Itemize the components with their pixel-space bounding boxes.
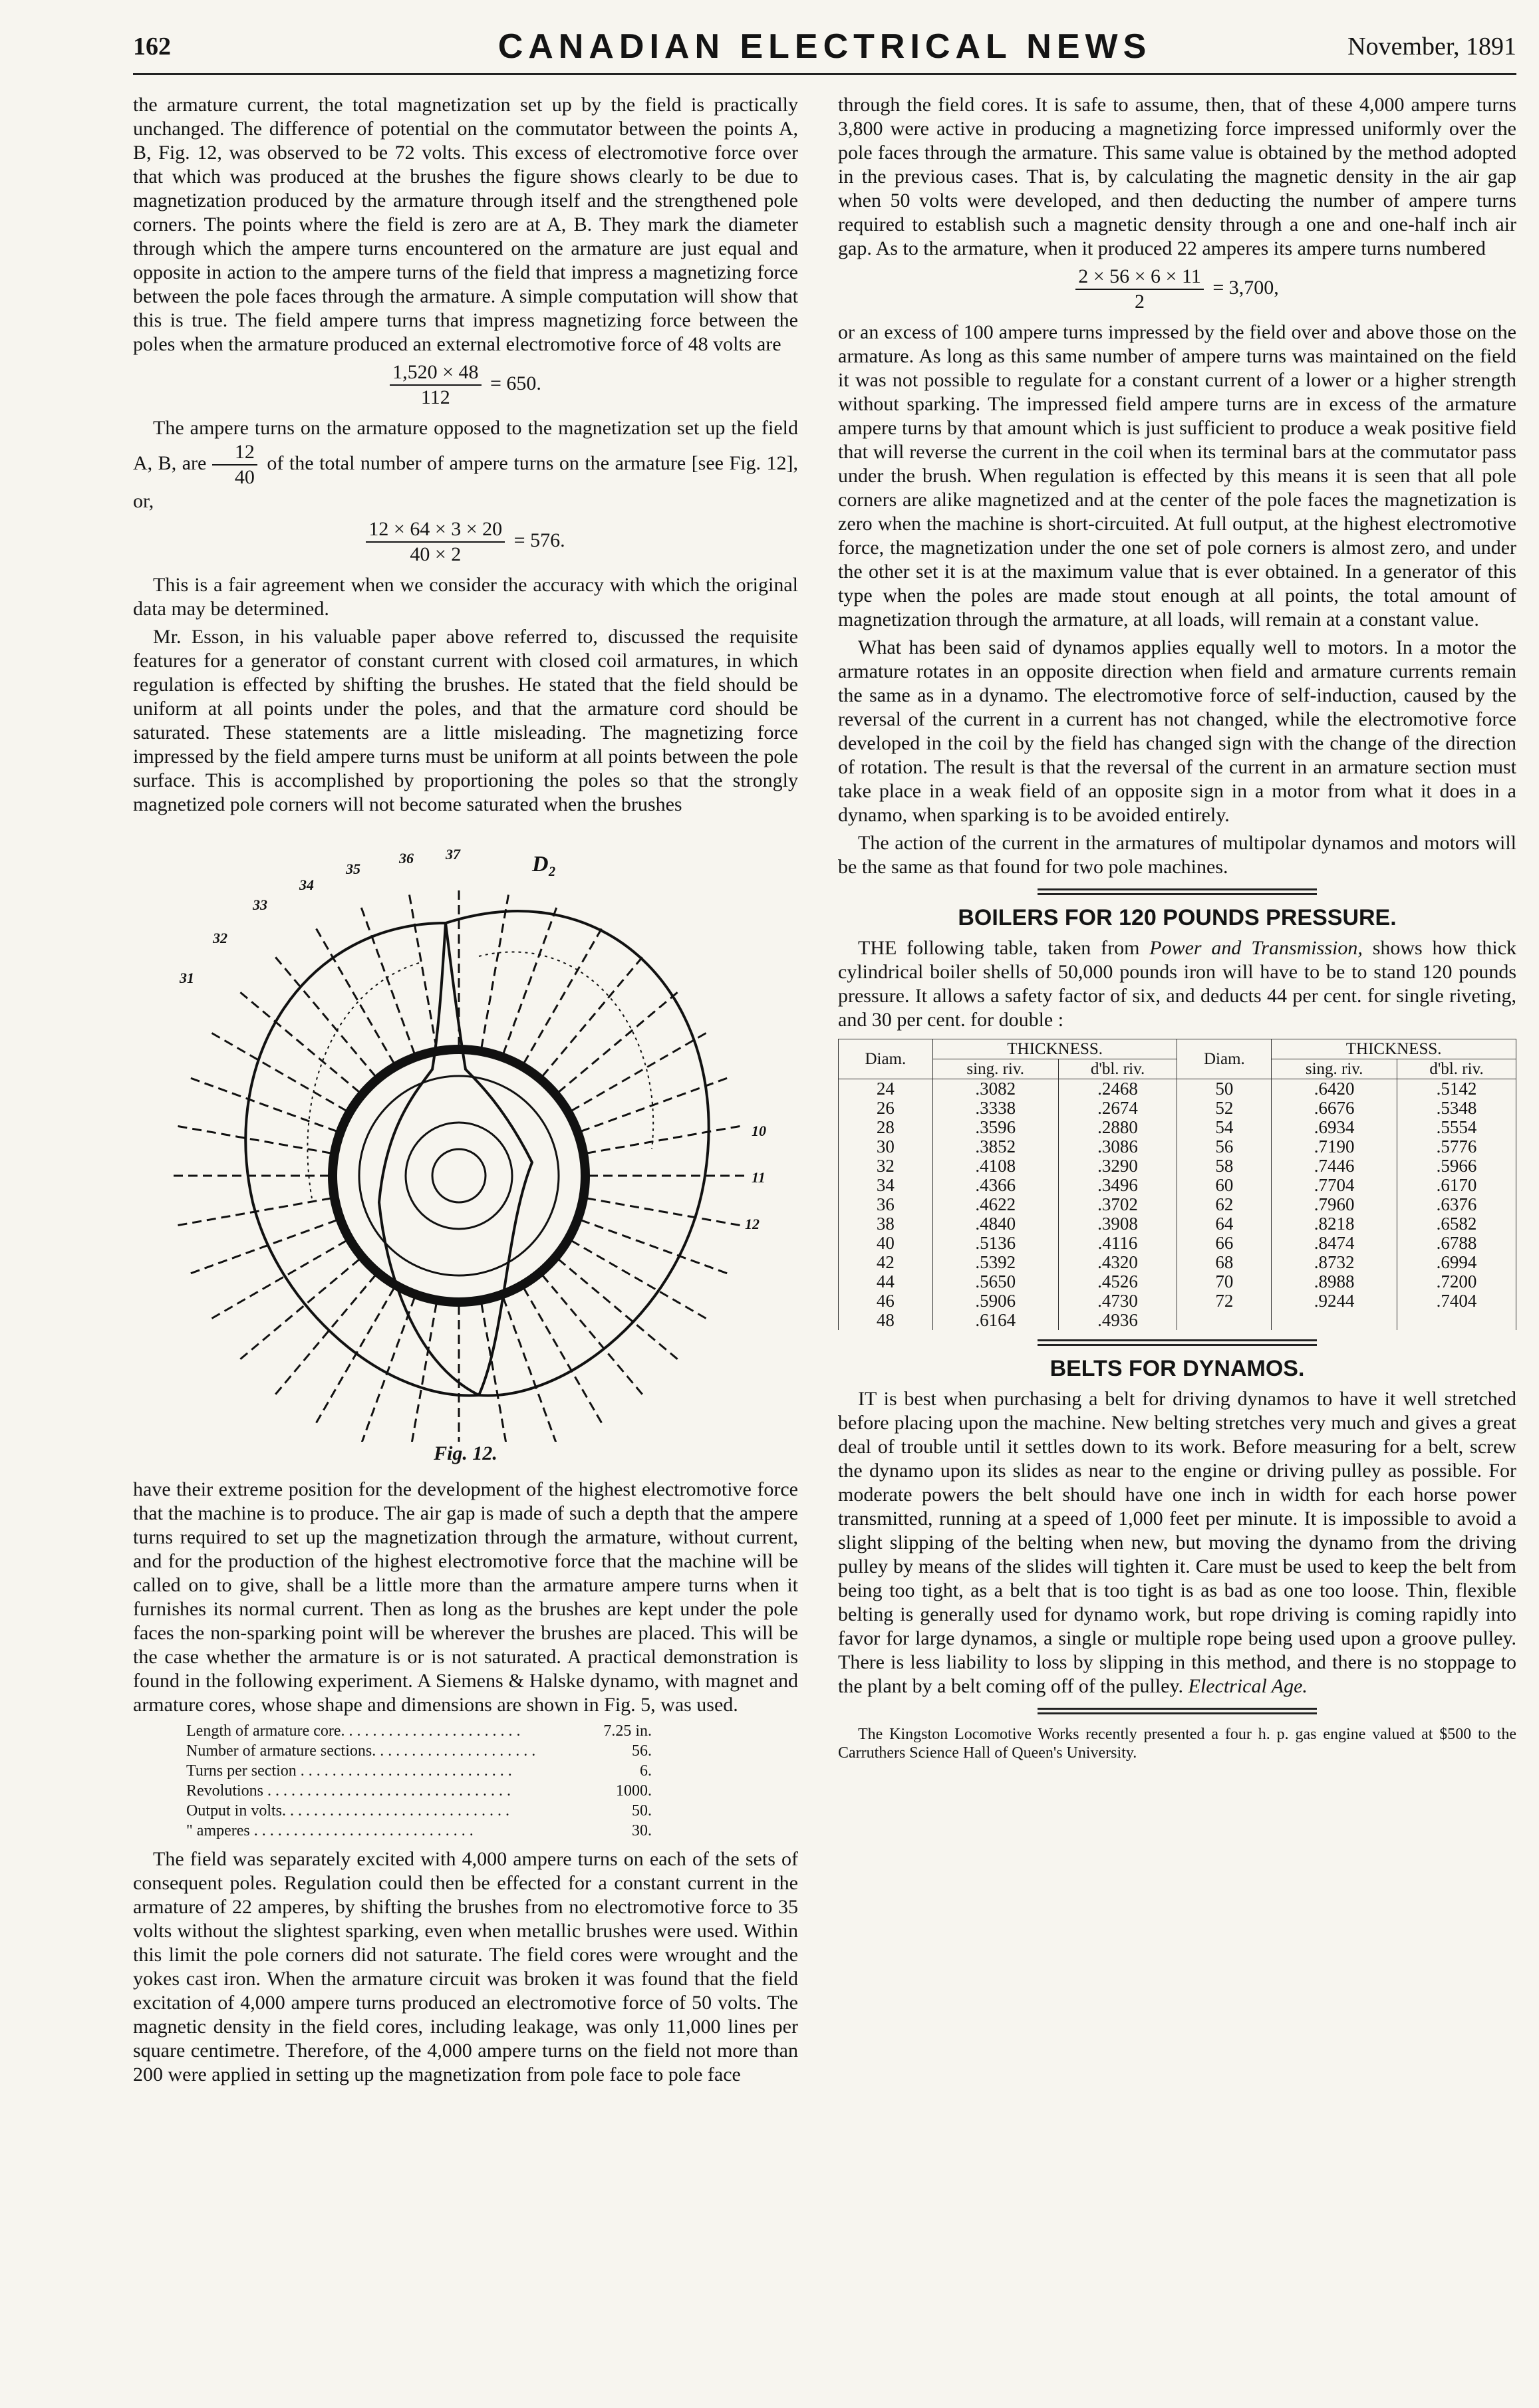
table-cell: 66 <box>1177 1234 1272 1253</box>
table-row <box>839 1272 1516 1291</box>
paragraph: The field was separately excited with 4,000 ampere turns on each of the sets of consequent poles. Regulation could then be effected for a constant current in the armature of 22 amperes, by shifting the brushes from no electromotive force to 35 volts without the slightest sparking, even when metallic brushes were used. Within this limit the pole corners did not saturate. The field cores were wrought and the yokes cast iron. When the armature circuit was broken it was found that the field excitation of 4,000 ampere turns produced an electromotive force of 50 volts. The magnetic density in the field cores, including leakage, was only 11,000 lines per square centimetre. Therefore, of the 4,000 ampere turns on the field not more than 200 were applied in setting up the magnetization from pole face to pole face <box>133 1848 798 2085</box>
paragraph: What has been said of dynamos applies equally well to motors. In a motor the armature rotates in an opposite direction when field and armature currents remain the same as in a dynamo. The electromotive force of self-induction, caused by the reversal of the current in a current has not changed, while the electromotive force developed in the coil by the field has changed sign with the change of the direction of rotation. The result is that the reversal of the current in an armature section must take place in a weak field of an opposite sign in a motor from what it does in a dynamo, when sparking is to be avoided entirely. <box>838 636 1516 826</box>
table-cell: .3596 <box>932 1118 1058 1137</box>
table-row <box>839 1214 1516 1234</box>
table-cell: .2468 <box>1058 1079 1177 1099</box>
spec-value: 50. <box>632 1802 652 1819</box>
table-row <box>839 1176 1516 1195</box>
formula-numerator: 12 × 64 × 3 × 20 <box>366 517 505 543</box>
source-title: Electrical Age. <box>1188 1675 1308 1697</box>
boiler-thickness-table <box>838 1039 1516 1330</box>
table-cell: .6994 <box>1397 1253 1516 1272</box>
right-column <box>838 93 1516 1766</box>
header-dbl-riv: d'bl. riv. <box>1058 1059 1177 1079</box>
paragraph <box>133 416 798 513</box>
flux-line <box>482 894 509 1048</box>
table-cell: .5142 <box>1397 1079 1516 1099</box>
section-divider <box>1038 888 1317 895</box>
table-cell: .6170 <box>1397 1176 1516 1195</box>
table-cell: 28 <box>839 1118 933 1137</box>
table-cell: .5776 <box>1397 1137 1516 1156</box>
figure-tick-label: 37 <box>446 846 460 863</box>
table-cell: 54 <box>1177 1118 1272 1137</box>
table-cell: 70 <box>1177 1272 1272 1291</box>
section-divider <box>1038 1708 1317 1714</box>
flux-line <box>316 928 394 1064</box>
masthead <box>133 27 1516 75</box>
table-cell: .8988 <box>1272 1272 1397 1291</box>
belts-heading: BELTS FOR DYNAMOS. <box>1049 1356 1305 1381</box>
spec-value: 1000. <box>616 1782 652 1800</box>
flux-line <box>240 1259 360 1359</box>
spec-row <box>186 1821 652 1841</box>
table-cell: 40 <box>839 1234 933 1253</box>
spec-row <box>186 1781 652 1801</box>
formula-numerator: 2 × 56 × 6 × 11 <box>1075 265 1204 290</box>
table-cell: .8732 <box>1272 1253 1397 1272</box>
paragraph: the armature current, the total magnetization set up by the field is practically unchanged. The difference of potential on the commutator between the points A, B, Fig. 12, was observed to be 72 volts. This excess of electromotive force over that which was produced at the brushes the figure shows clearly to be due to magnetization produced by the armature through itself and the strengthened pole corners. The points where the field is zero are at A, B. They mark the diameter through which the ampere turns encountered on the armature are just equal and opposite in action to the ampere turns of the field that impress a magnetizing force between the pole faces through the armature. A simple computation will show that this is true. The field ampere turns that impress magnetizing force between the poles when the armature produced an external electromotive force of 48 volts are <box>133 94 798 355</box>
spec-label: Number of armature sections. . . . . . . . . . . . . . . . . . . . . <box>186 1742 536 1760</box>
left-column <box>133 93 798 2091</box>
header-sing-riv: sing. riv. <box>932 1059 1058 1079</box>
table-cell: .4936 <box>1058 1311 1177 1330</box>
spec-label: Turns per section . . . . . . . . . . . . . . . . . . . . . . . . . . . <box>186 1762 512 1780</box>
flux-line <box>503 1297 557 1442</box>
issue-date: November, 1891 <box>1347 33 1516 61</box>
flux-line <box>558 1259 678 1359</box>
news-note: The Kingston Locomotive Works recently presented a four h. p. gas engine valued at $500 to the Carruthers Science Hall of Queen's University. <box>838 1726 1516 1762</box>
formula <box>133 360 798 410</box>
flux-line <box>211 1033 347 1111</box>
table-cell: 32 <box>839 1156 933 1176</box>
formula-denominator: 40 × 2 <box>410 543 462 565</box>
table-cell: .5392 <box>932 1253 1058 1272</box>
figure-12 <box>133 830 798 1468</box>
header-thickness: THICKNESS. <box>1272 1039 1516 1059</box>
table-cell: .3702 <box>1058 1195 1177 1214</box>
flux-line <box>558 992 678 1093</box>
table-cell: .5906 <box>932 1291 1058 1311</box>
formula <box>838 265 1516 314</box>
paragraph: have their extreme position for the development of the highest electromotive force that the machine is to produce. The air gap is made of such a depth that the ampere turns required to set up the magnetization through the armature, without current, and for the production of the highest electromotive force that the machine will be called on to give, shall be a little more than the armature ampere turns when it furnishes its normal current. Then as long as the brushes are kept under the pole faces the non-sparking point will be wherever the brushes are placed. This will be the case whether the armature is or is not saturated. A practical demonstration is found in the following experiment. A Siemens & Halske dynamo, with magnet and armature cores, whose shape and dimensions are shown in Fig. 5, was used. <box>133 1478 798 1716</box>
spec-label: Length of armature core. . . . . . . . . . . . . . . . . . . . . . . <box>186 1722 521 1740</box>
table-cell: .7190 <box>1272 1137 1397 1156</box>
header-sing-riv: sing. riv. <box>1272 1059 1397 1079</box>
figure-tick-label: 36 <box>399 850 414 867</box>
table-cell: 38 <box>839 1214 933 1234</box>
table-row <box>839 1137 1516 1156</box>
table-cell: 44 <box>839 1272 933 1291</box>
table-cell: .3496 <box>1058 1176 1177 1195</box>
text-run: THE following table, taken from <box>858 937 1140 959</box>
spec-row <box>186 1721 652 1741</box>
flux-line <box>524 928 603 1064</box>
table-cell: .3082 <box>932 1079 1058 1099</box>
formula-denominator: 2 <box>1135 291 1145 313</box>
table-cell <box>1272 1311 1397 1330</box>
table-cell: .3290 <box>1058 1156 1177 1176</box>
spec-value: 7.25 in. <box>603 1722 652 1740</box>
paragraph: through the field cores. It is safe to assume, then, that of these 4,000 ampere turns 3,800 were active in producing a magnetizing force impressed uniformly over the pole faces through the armature. This same value is obtained by the method adopted in the previous cases. That is, by calculating the magnetic density in the air gap when 50 volts were developed, and then deducting the number of ampere turns required to establish such a magnetic density through a one and one-half inch air gap. As to the armature, when it produced 22 amperes its ampere turns numbered <box>838 94 1516 259</box>
table-cell <box>1397 1311 1516 1330</box>
table-cell: .6788 <box>1397 1234 1516 1253</box>
figure-tick-label: 33 <box>253 896 267 913</box>
header-diam: Diam. <box>839 1039 933 1079</box>
table-cell: .8218 <box>1272 1214 1397 1234</box>
formula-result: = 650. <box>490 372 541 394</box>
table-row <box>839 1099 1516 1118</box>
table-cell <box>1177 1311 1272 1330</box>
table-cell: .4116 <box>1058 1234 1177 1253</box>
table-cell: .4320 <box>1058 1253 1177 1272</box>
fraction-numerator: 12 <box>212 440 257 466</box>
boilers-heading: BOILERS FOR 120 POUNDS PRESSURE. <box>958 905 1397 930</box>
table-cell: .7446 <box>1272 1156 1397 1176</box>
spec-value: 30. <box>632 1822 652 1839</box>
flux-line <box>587 1126 740 1153</box>
spec-label: Revolutions . . . . . . . . . . . . . . . . . . . . . . . . . . . . . . . <box>186 1782 511 1800</box>
flux-line <box>581 1220 728 1273</box>
table-cell: 52 <box>1177 1099 1272 1118</box>
formula-result: = 576. <box>513 529 565 551</box>
table-cell: .6676 <box>1272 1099 1397 1118</box>
paragraph: This is a fair agreement when we consider the accuracy with which the original data may be determined. <box>133 574 798 620</box>
table-row <box>839 1234 1516 1253</box>
spec-value: 56. <box>632 1742 652 1760</box>
figure-tick-label: 32 <box>213 930 227 946</box>
flux-line <box>503 907 557 1054</box>
table-cell: .5650 <box>932 1272 1058 1291</box>
formula-denominator: 112 <box>420 386 450 408</box>
table-cell: 60 <box>1177 1176 1272 1195</box>
boilers-intro <box>838 936 1516 1032</box>
table-row <box>839 1311 1516 1330</box>
flux-line <box>524 1288 603 1424</box>
table-cell: .2674 <box>1058 1099 1177 1118</box>
table-cell: .6164 <box>932 1311 1058 1330</box>
flux-line <box>275 957 376 1077</box>
table-cell: .6376 <box>1397 1195 1516 1214</box>
figure-caption: Fig. 12. <box>434 1442 497 1464</box>
table-row <box>839 1253 1516 1272</box>
table-cell: .4622 <box>932 1195 1058 1214</box>
formula-result: = 3,700, <box>1212 276 1279 299</box>
flux-line <box>211 1241 347 1319</box>
table-row <box>839 1195 1516 1214</box>
table-cell: 72 <box>1177 1291 1272 1311</box>
spec-row <box>186 1741 652 1761</box>
table-cell: 48 <box>839 1311 933 1330</box>
paragraph: The action of the current in the armatures of multipolar dynamos and motors will be the same as that found for two pole machines. <box>838 832 1516 878</box>
table-cell: .4526 <box>1058 1272 1177 1291</box>
table-cell: 58 <box>1177 1156 1272 1176</box>
flux-line <box>316 1288 394 1424</box>
flux-line <box>190 1220 337 1273</box>
table-cell: .3086 <box>1058 1137 1177 1156</box>
table-cell: .7704 <box>1272 1176 1397 1195</box>
table-cell: .6420 <box>1272 1079 1397 1099</box>
table-cell: 62 <box>1177 1195 1272 1214</box>
table-cell: 30 <box>839 1137 933 1156</box>
flux-line <box>542 957 642 1077</box>
figure-tick-label: 11 <box>752 1169 766 1186</box>
table-cell: .4108 <box>932 1156 1058 1176</box>
table-cell: 42 <box>839 1253 933 1272</box>
table-cell: 46 <box>839 1291 933 1311</box>
source-title: Power and Transmission, <box>1149 937 1363 959</box>
text-run: of the total number of ampere turns on the armature [see Fig. 12], or, <box>133 452 799 512</box>
flux-line <box>482 1303 509 1442</box>
table-cell: .7200 <box>1397 1272 1516 1291</box>
spec-row <box>186 1761 652 1781</box>
figure-tick-label: 31 <box>180 970 194 986</box>
table-cell: .6934 <box>1272 1118 1397 1137</box>
flux-line <box>240 992 360 1093</box>
figure-tick-label: 12 <box>745 1216 760 1232</box>
table-cell: .4366 <box>932 1176 1058 1195</box>
flux-line <box>361 1297 414 1442</box>
table-cell: 34 <box>839 1176 933 1195</box>
section-divider <box>1038 1339 1317 1346</box>
table-cell: .8474 <box>1272 1234 1397 1253</box>
table-cell: .5136 <box>932 1234 1058 1253</box>
table-row <box>839 1291 1516 1311</box>
formula-numerator: 1,520 × 48 <box>390 360 481 386</box>
header-thickness: THICKNESS. <box>932 1039 1177 1059</box>
flux-line <box>275 1275 376 1395</box>
text-run: The ampere turns on the armature opposed to the magnetization set up the field A, B, are <box>133 417 798 474</box>
table-cell: 26 <box>839 1099 933 1118</box>
paragraph: or an excess of 100 ampere turns impressed by the field over and above those on the armature. As long as this same number of ampere turns was maintained on the field it was not possible to regulate for a constant current of a lower or a higher strength without sparking. The impressed field ampere turns are in excess of the armature ampere turns by that amount which is just sufficient to produce a weak positive field that will reverse the current in the coil when its terminal bars at the commutator pass under the brush. When regulation is effected by this means it is seen that all pole corners are alike magnetized and at the center of the pole faces the magnetization is zero when the machine is short-circuited. At full output, at the highest electromotive force, the magnetization under the one set of pole corners is almost zero, and under the other set it is at the maximum value that is ever obtained. In a generator of this type when the poles are made stout enough at all points, the total amount of magnetization through the armature, at all loads, will remain at a constant value. <box>838 321 1516 630</box>
table-row <box>839 1118 1516 1137</box>
table-cell: .3908 <box>1058 1214 1177 1234</box>
publication-title: CANADIAN ELECTRICAL NEWS <box>497 27 1152 66</box>
table-cell: 68 <box>1177 1253 1272 1272</box>
text-run: IT is best when purchasing a belt for driving dynamos to have it well stretched before placing upon the machine. New belting stretches very much and gives a great deal of trouble until it settles down to its work. Before measuring for a belt, screw the dynamo upon its slides as near to the engine or driving pulley as possible. For moderate powers the belt should have one inch in width for each horse power transmitted, running at a speed of 1,000 feet per minute. It is impossible to avoid a slight slipping of the belting when new, but moving the dynamo from the driving pulley by means of the slides will tighten it. Care must be used to keep the belt from being too tight, as a belt that is too tight is as bad as one too loose. Thin, flexible belting is generally used for dynamo work, but rope driving is coming rapidly into favor for large dynamos, a single or multiple rope being used upon a groove pulley. There is less liability to loss by slipping in this method, and there is no stoppage to the plant by a belt coming off of the pulley. <box>838 1388 1516 1697</box>
table-row <box>839 1156 1516 1176</box>
header-dbl-riv: d'bl. riv. <box>1397 1059 1516 1079</box>
fraction-denominator: 40 <box>234 466 255 488</box>
table-cell: 64 <box>1177 1214 1272 1234</box>
formula <box>133 517 798 567</box>
spec-value: 6. <box>640 1762 652 1780</box>
spec-label: Output in volts. . . . . . . . . . . . . . . . . . . . . . . . . . . . . <box>186 1802 510 1819</box>
table-cell: .4840 <box>932 1214 1058 1234</box>
table-cell: .2880 <box>1058 1118 1177 1137</box>
figure-tick-label: 10 <box>752 1123 766 1139</box>
page-number: 162 <box>133 33 171 61</box>
table-body <box>839 1079 1516 1331</box>
table-cell: .3852 <box>932 1137 1058 1156</box>
table-cell: .4730 <box>1058 1291 1177 1311</box>
table-cell: .9244 <box>1272 1291 1397 1311</box>
flux-line <box>571 1241 707 1319</box>
table-cell: 50 <box>1177 1079 1272 1099</box>
table-cell: .5348 <box>1397 1099 1516 1118</box>
flux-line <box>409 894 436 1048</box>
table-cell: .5554 <box>1397 1118 1516 1137</box>
spec-label: " amperes . . . . . . . . . . . . . . . . . . . . . . . . . . . . <box>186 1822 474 1839</box>
table-cell: .5966 <box>1397 1156 1516 1176</box>
table-cell: .6582 <box>1397 1214 1516 1234</box>
paragraph: Mr. Esson, in his valuable paper above referred to, discussed the requisite features for a generator of constant current with closed coil armatures, in which regulation is effected by shifting the brushes. He stated that the field should be uniform at all points under the poles, and that the armature cord should be saturated. These statements are a little misleading. The magnetizing force impressed by the field ampere turns must be uniform at all points between the pole surface. This is accomplished by proportioning the poles so that the strongly magnetized pole corners will not become saturated when the brushes <box>133 626 798 815</box>
figure-tick-label: 34 <box>299 876 314 893</box>
header-diam: Diam. <box>1177 1039 1272 1079</box>
figure-tick-label: 35 <box>346 861 360 877</box>
figure-label-d2: D₂ <box>532 852 557 876</box>
dynamo-field-diagram <box>133 830 798 1442</box>
table-cell: 36 <box>839 1195 933 1214</box>
table-cell: .3338 <box>932 1099 1058 1118</box>
spec-row <box>186 1801 652 1821</box>
table-cell: 24 <box>839 1079 933 1099</box>
dynamo-specs <box>186 1721 652 1841</box>
text-run: shows how thick cylindrical boiler shells of 50,000 pounds iron will have to be to stand 120 pounds pressure. It allows a safety factor of six, and deducts 44 per cent. for single riveting, and 30 per cent. for double : <box>838 937 1517 1031</box>
table-row <box>839 1079 1516 1099</box>
table-cell: .7404 <box>1397 1291 1516 1311</box>
belts-article <box>838 1387 1516 1698</box>
table-cell: 56 <box>1177 1137 1272 1156</box>
flux-line <box>361 907 414 1054</box>
flux-line <box>587 1198 740 1226</box>
table-cell: .7960 <box>1272 1195 1397 1214</box>
